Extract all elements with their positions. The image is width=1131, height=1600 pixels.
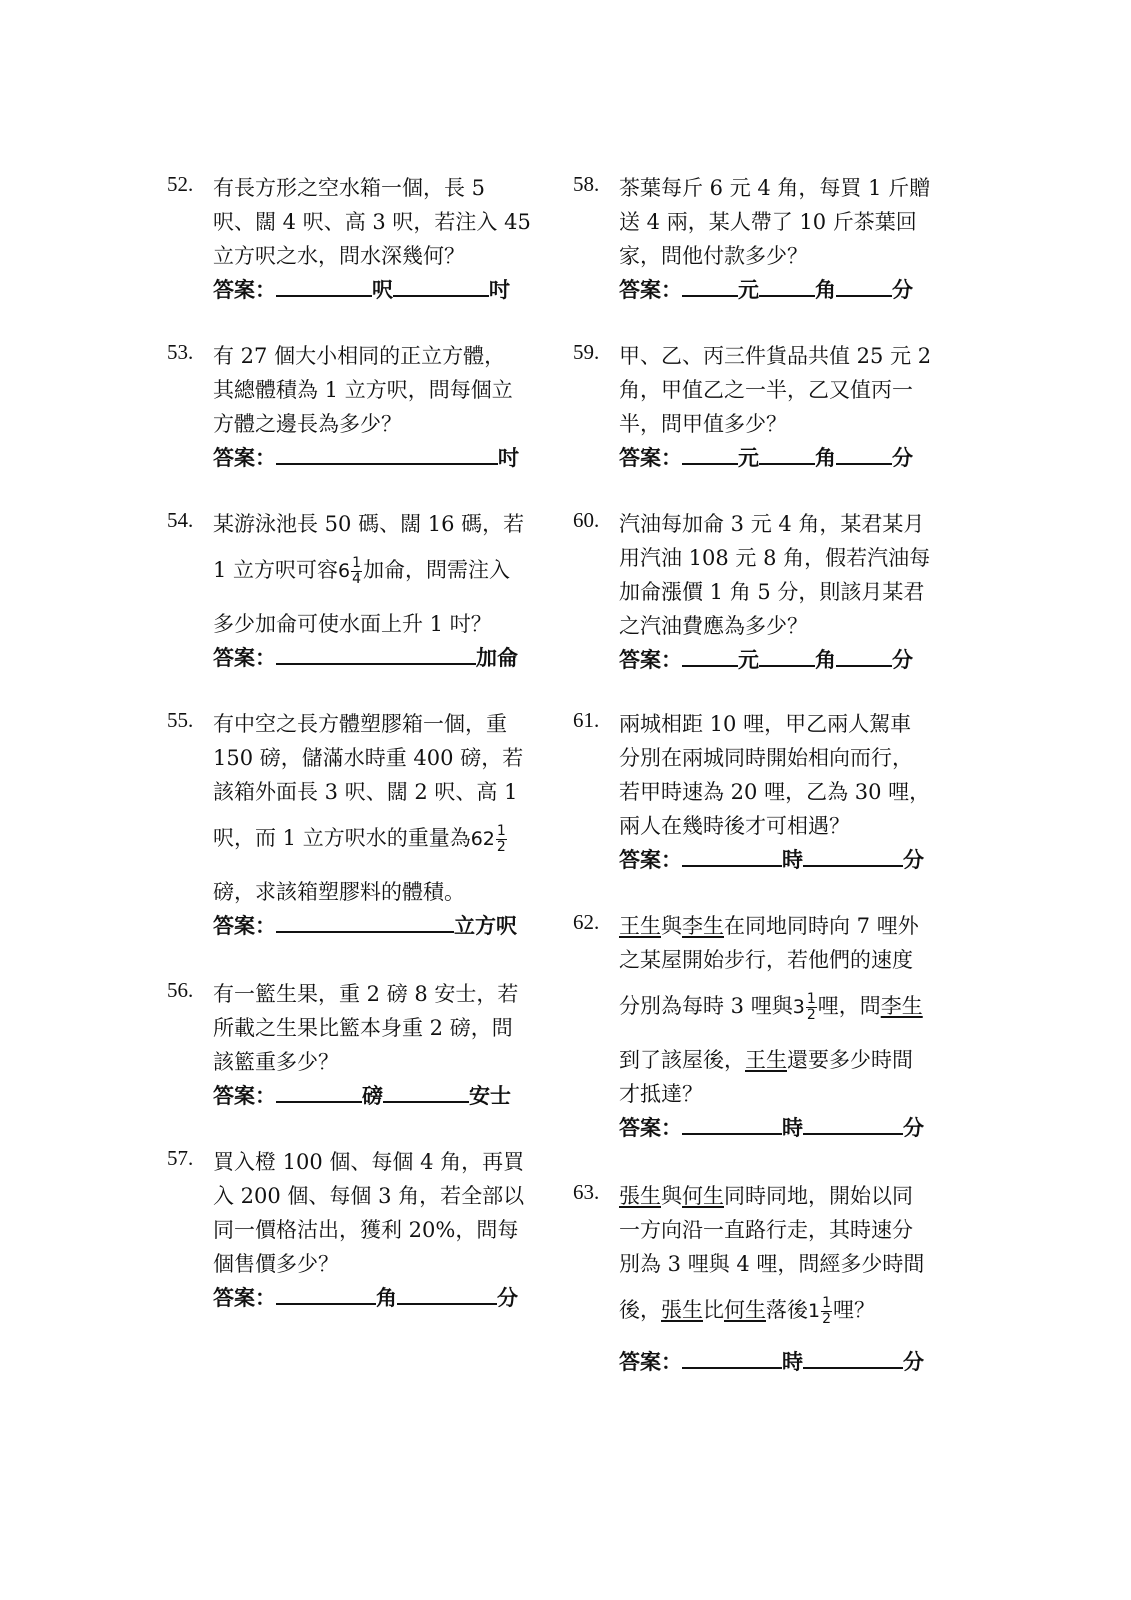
unit-label: 角 bbox=[815, 278, 836, 302]
answer-label: 答案： bbox=[619, 1116, 682, 1140]
question-text: 一方向沿一直路行走，其時速分 bbox=[619, 1218, 913, 1242]
question-text: 送 4 兩，某人帶了 10 斤茶葉回 bbox=[619, 210, 917, 234]
answer-blank[interactable] bbox=[276, 443, 498, 465]
unit-label: 分 bbox=[903, 1116, 924, 1140]
answer-blank[interactable] bbox=[836, 275, 892, 297]
question-number: 60. bbox=[573, 508, 600, 532]
unit-label: 加侖 bbox=[476, 646, 518, 670]
person-name: 何生 bbox=[682, 1184, 724, 1208]
answer-blank[interactable] bbox=[682, 1113, 782, 1135]
unit-label: 立方呎 bbox=[454, 914, 517, 938]
question-text-with-fraction bbox=[213, 822, 508, 855]
question-text: 該箱外面長 3 呎、闊 2 呎、高 1 bbox=[213, 780, 518, 804]
question-text: 半，問甲值多少？ bbox=[619, 412, 787, 436]
answer-row bbox=[619, 274, 913, 304]
answer-row bbox=[619, 1112, 924, 1142]
question-text: 個售價多少？ bbox=[213, 1252, 339, 1276]
question-text: 汽油每加侖 3 元 4 角，某君某月 bbox=[619, 512, 925, 536]
question-number: 55. bbox=[167, 708, 194, 732]
text-segment: 分別為每時 3 哩與 bbox=[619, 994, 793, 1018]
answer-label: 答案： bbox=[619, 1350, 682, 1374]
unit-label: 分 bbox=[892, 648, 913, 672]
fraction-denominator: 2 bbox=[496, 839, 506, 855]
question-text bbox=[619, 910, 919, 940]
text-segment: 還要多少時間 bbox=[787, 1048, 913, 1072]
unit-label: 時 bbox=[782, 1116, 803, 1140]
answer-row bbox=[213, 1282, 518, 1312]
fraction bbox=[821, 1296, 832, 1327]
question-text: 呎、闊 4 呎、高 3 呎，若注入 45 bbox=[213, 210, 531, 234]
question-number: 53. bbox=[167, 340, 194, 364]
question-text: 磅，求該箱塑膠料的體積。 bbox=[213, 880, 465, 904]
unit-label: 磅 bbox=[362, 1084, 383, 1108]
question-text: 有 27 個大小相同的正立方體， bbox=[213, 344, 506, 368]
unit-label: 元 bbox=[738, 446, 759, 470]
question-number: 63. bbox=[573, 1180, 600, 1204]
answer-blank[interactable] bbox=[759, 443, 815, 465]
answer-blank[interactable] bbox=[803, 1113, 903, 1135]
fraction-numerator: 1 bbox=[806, 991, 816, 1007]
answer-row bbox=[619, 1346, 924, 1376]
text-segment: 同時同地，開始以同 bbox=[724, 1184, 913, 1208]
unit-label: 分 bbox=[892, 446, 913, 470]
text-segment: 哩？ bbox=[833, 1298, 876, 1322]
answer-row bbox=[213, 274, 510, 304]
question-text: 之某屋開始步行，若他們的速度 bbox=[619, 948, 913, 972]
answer-row bbox=[619, 644, 913, 674]
question-text: 角，甲值乙之一半，乙又值丙一 bbox=[619, 378, 913, 402]
question-text: 立方呎之水，問水深幾何？ bbox=[213, 244, 465, 268]
answer-row bbox=[619, 844, 924, 874]
text-segment: 呎，而 1 立方呎水的重量為 bbox=[213, 826, 471, 850]
question-text: 兩人在幾時後才可相遇？ bbox=[619, 814, 850, 838]
answer-blank[interactable] bbox=[397, 1283, 497, 1305]
unit-label: 吋 bbox=[489, 278, 510, 302]
question-text: 別為 3 哩與 4 哩，問經多少時間 bbox=[619, 1252, 925, 1276]
answer-row bbox=[619, 442, 913, 472]
question-text-with-fraction bbox=[619, 1294, 875, 1327]
answer-row bbox=[213, 1080, 511, 1110]
question-number: 56. bbox=[167, 978, 194, 1002]
answer-blank[interactable] bbox=[682, 443, 738, 465]
text-segment: 到了該屋後， bbox=[619, 1048, 745, 1072]
answer-blank[interactable] bbox=[759, 275, 815, 297]
unit-label: 安士 bbox=[469, 1084, 511, 1108]
question-text: 分別在兩城同時開始相向而行， bbox=[619, 746, 913, 770]
answer-blank[interactable] bbox=[759, 645, 815, 667]
question-text: 茶葉每斤 6 元 4 角，每買 1 斤贈 bbox=[619, 176, 931, 200]
text-segment: 在同地同時向 7 哩外 bbox=[724, 914, 919, 938]
unit-label: 元 bbox=[738, 278, 759, 302]
question-number: 61. bbox=[573, 708, 600, 732]
person-name: 王生 bbox=[619, 914, 661, 938]
person-name: 張生 bbox=[661, 1298, 703, 1322]
mixed-number-whole: 3 bbox=[792, 996, 805, 1018]
fraction bbox=[806, 992, 817, 1023]
answer-blank[interactable] bbox=[276, 643, 476, 665]
answer-blank[interactable] bbox=[803, 845, 903, 867]
unit-label: 角 bbox=[815, 446, 836, 470]
answer-blank[interactable] bbox=[393, 275, 489, 297]
answer-blank[interactable] bbox=[836, 645, 892, 667]
answer-blank[interactable] bbox=[276, 275, 372, 297]
answer-label: 答案： bbox=[213, 914, 276, 938]
question-text bbox=[619, 1044, 913, 1074]
answer-label: 答案： bbox=[213, 1286, 276, 1310]
text-segment: 比 bbox=[703, 1298, 724, 1322]
question-number: 58. bbox=[573, 172, 600, 196]
unit-label: 角 bbox=[376, 1286, 397, 1310]
unit-label: 呎 bbox=[372, 278, 393, 302]
answer-row bbox=[213, 642, 518, 672]
question-text: 有一籃生果，重 2 磅 8 安士，若 bbox=[213, 982, 519, 1006]
question-text: 家，問他付款多少？ bbox=[619, 244, 808, 268]
unit-label: 吋 bbox=[498, 446, 519, 470]
question-number: 59. bbox=[573, 340, 600, 364]
unit-label: 時 bbox=[782, 848, 803, 872]
unit-label: 元 bbox=[738, 648, 759, 672]
person-name: 李生 bbox=[682, 914, 724, 938]
fraction-denominator: 4 bbox=[352, 571, 362, 587]
question-text: 甲、乙、丙三件貨品共值 25 元 2 bbox=[619, 344, 932, 368]
answer-blank[interactable] bbox=[682, 845, 782, 867]
fraction-numerator: 1 bbox=[496, 823, 506, 839]
question-text: 兩城相距 10 哩，甲乙兩人駕車 bbox=[619, 712, 912, 736]
question-text: 其總體積為 1 立方呎，問每個立 bbox=[213, 378, 513, 402]
answer-label: 答案： bbox=[213, 278, 276, 302]
answer-label: 答案： bbox=[619, 648, 682, 672]
mixed-number-whole: 62 bbox=[470, 828, 495, 850]
answer-label: 答案： bbox=[619, 278, 682, 302]
person-name: 李生 bbox=[880, 994, 923, 1018]
answer-blank[interactable] bbox=[276, 1283, 376, 1305]
unit-label: 分 bbox=[497, 1286, 518, 1310]
question-text-with-fraction bbox=[213, 554, 510, 587]
question-number: 57. bbox=[167, 1146, 194, 1170]
question-number: 62. bbox=[573, 910, 600, 934]
answer-blank[interactable] bbox=[276, 1081, 362, 1103]
unit-label: 分 bbox=[903, 848, 924, 872]
fraction bbox=[496, 824, 507, 855]
answer-blank[interactable] bbox=[383, 1081, 469, 1103]
text-segment: 後， bbox=[619, 1298, 661, 1322]
text-segment: 1 立方呎可容 bbox=[213, 558, 339, 582]
answer-blank[interactable] bbox=[682, 275, 738, 297]
answer-label: 答案： bbox=[213, 646, 276, 670]
unit-label: 角 bbox=[815, 648, 836, 672]
question-number: 52. bbox=[167, 172, 194, 196]
question-text: 若甲時速為 20 哩，乙為 30 哩， bbox=[619, 780, 931, 804]
unit-label: 時 bbox=[782, 1350, 803, 1374]
question-text: 150 磅，儲滿水時重 400 磅，若 bbox=[213, 746, 524, 770]
fraction-numerator: 1 bbox=[352, 555, 362, 571]
fraction-denominator: 2 bbox=[822, 1311, 832, 1327]
question-text: 某游泳池長 50 碼、闊 16 碼，若 bbox=[213, 512, 525, 536]
answer-blank[interactable] bbox=[276, 911, 454, 933]
answer-blank[interactable] bbox=[803, 1347, 903, 1369]
question-text: 加侖漲價 1 角 5 分，則該月某君 bbox=[619, 580, 925, 604]
unit-label: 分 bbox=[892, 278, 913, 302]
unit-label: 分 bbox=[903, 1350, 924, 1374]
question-text: 用汽油 108 元 8 角，假若汽油每 bbox=[619, 546, 931, 570]
mixed-number-whole: 6 bbox=[338, 560, 351, 582]
fraction bbox=[351, 556, 362, 587]
question-text: 有長方形之空水箱一個，長 5 bbox=[213, 176, 486, 200]
text-segment: 落後 bbox=[766, 1298, 808, 1322]
question-text: 方體之邊長為多少？ bbox=[213, 412, 402, 436]
fraction-denominator: 2 bbox=[806, 1007, 816, 1023]
answer-blank[interactable] bbox=[682, 645, 738, 667]
person-name: 何生 bbox=[724, 1298, 766, 1322]
answer-label: 答案： bbox=[619, 446, 682, 470]
person-name: 張生 bbox=[619, 1184, 661, 1208]
question-number: 54. bbox=[167, 508, 194, 532]
question-text: 入 200 個、每個 3 角，若全部以 bbox=[213, 1184, 525, 1208]
text-segment: 哩，問 bbox=[817, 994, 881, 1018]
question-text: 該籃重多少？ bbox=[213, 1050, 339, 1074]
question-text bbox=[619, 1180, 913, 1210]
answer-row bbox=[213, 910, 517, 940]
answer-label: 答案： bbox=[213, 446, 276, 470]
text-segment: 與 bbox=[661, 1184, 682, 1208]
text-segment: 與 bbox=[661, 914, 682, 938]
question-text: 才抵達？ bbox=[619, 1082, 703, 1106]
mixed-number-whole: 1 bbox=[808, 1300, 821, 1322]
question-text: 同一價格沽出，獲利 20%，問每 bbox=[213, 1218, 519, 1242]
question-text: 有中空之長方體塑膠箱一個，重 bbox=[213, 712, 507, 736]
answer-blank[interactable] bbox=[836, 443, 892, 465]
question-text: 之汽油費應為多少？ bbox=[619, 614, 808, 638]
question-text: 買入橙 100 個、每個 4 角，再買 bbox=[213, 1150, 525, 1174]
text-segment: 加侖，問需注入 bbox=[363, 558, 511, 582]
question-text-with-fraction bbox=[619, 990, 923, 1023]
question-text: 所載之生果比籃本身重 2 磅，問 bbox=[213, 1016, 513, 1040]
answer-label: 答案： bbox=[213, 1084, 276, 1108]
answer-label: 答案： bbox=[619, 848, 682, 872]
answer-row bbox=[213, 442, 519, 472]
answer-blank[interactable] bbox=[682, 1347, 782, 1369]
person-name: 王生 bbox=[745, 1048, 787, 1072]
fraction-numerator: 1 bbox=[822, 1295, 832, 1311]
question-text: 多少加侖可使水面上升 1 吋？ bbox=[213, 612, 492, 636]
